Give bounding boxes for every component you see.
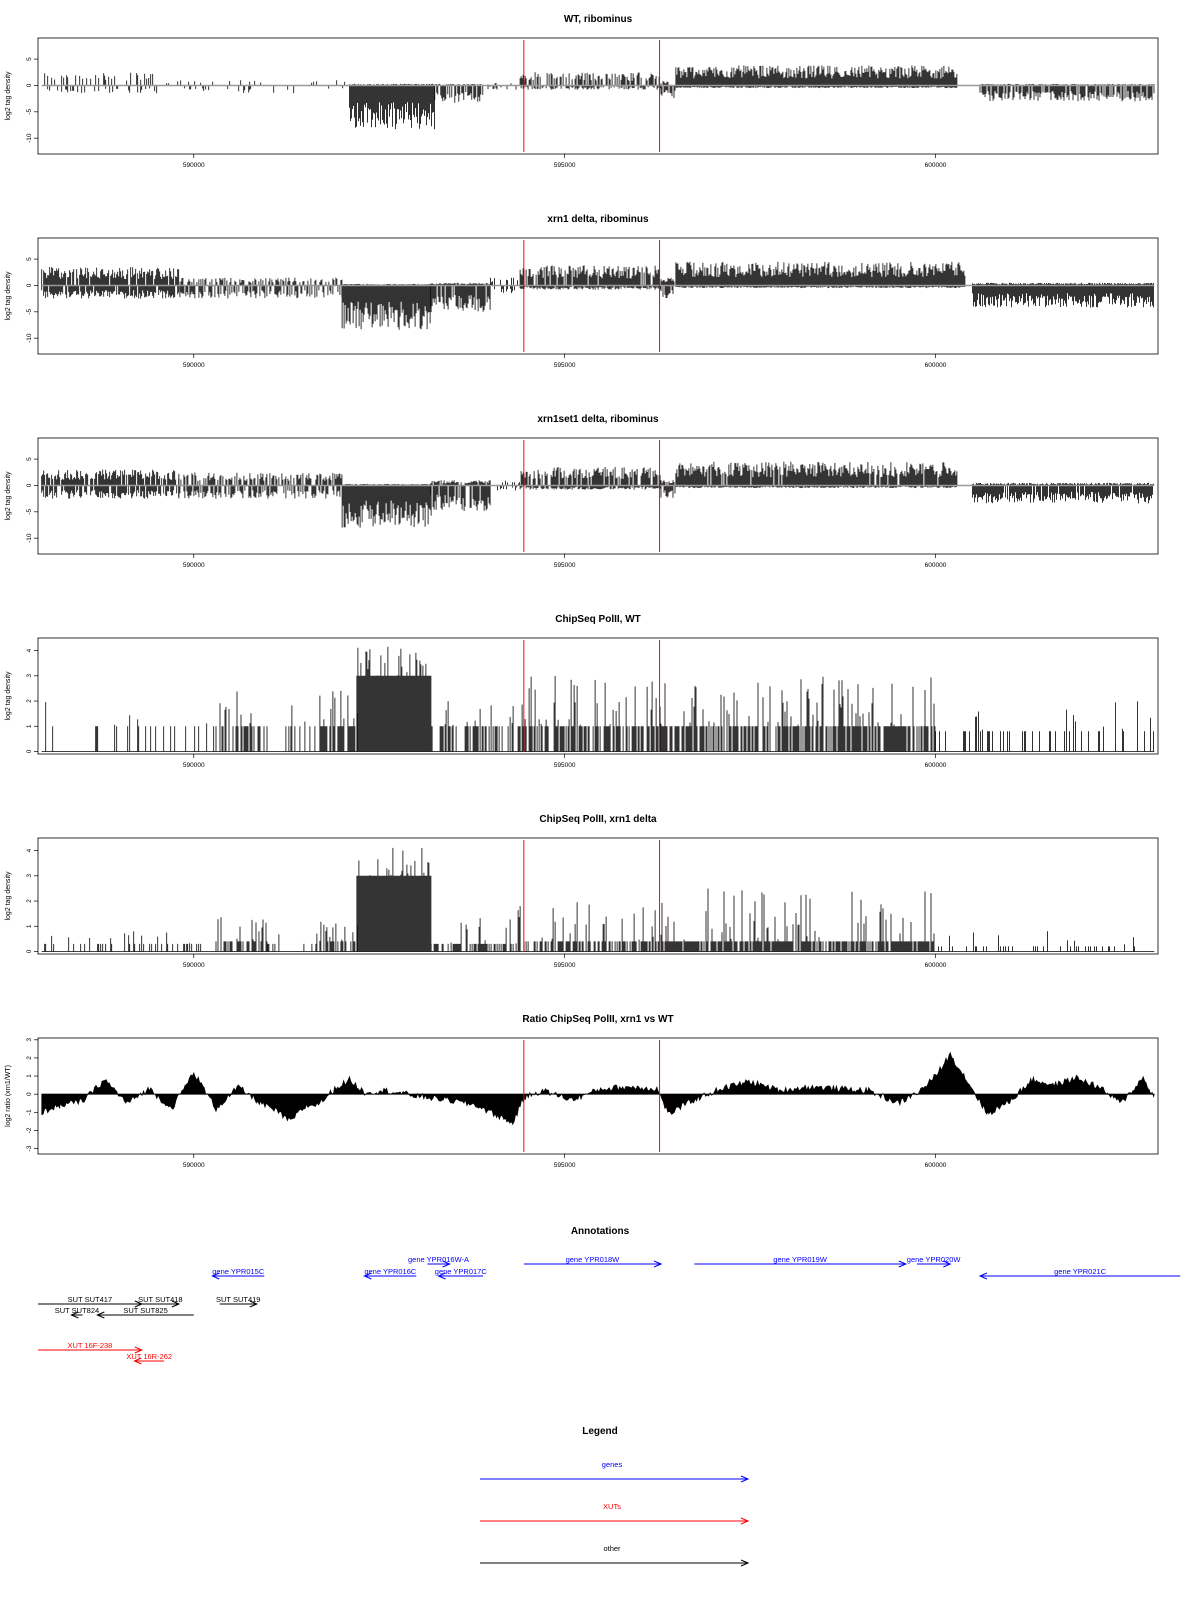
feature-label: gene YPR016W-A xyxy=(408,1255,470,1264)
bar-series xyxy=(520,467,660,490)
bar-series xyxy=(342,284,431,330)
x-tick-label: 600000 xyxy=(924,362,947,369)
bar-series xyxy=(661,677,935,752)
bar-series xyxy=(435,84,483,103)
y-axis-label: log2 tag density xyxy=(5,671,12,721)
bar-series xyxy=(488,83,516,90)
y-tick-label: 3 xyxy=(26,874,33,878)
plot-frame xyxy=(38,838,1158,954)
bar-series xyxy=(179,278,342,299)
y-tick-label: 2 xyxy=(26,1056,33,1060)
legend-label: genes xyxy=(601,1460,623,1469)
data-marks xyxy=(42,65,1155,129)
y-tick-label: -3 xyxy=(26,1145,33,1152)
x-tick-label: 600000 xyxy=(924,1162,947,1169)
x-tick-label: 590000 xyxy=(182,1162,205,1169)
x-tick-label: 590000 xyxy=(182,762,205,769)
data-marks xyxy=(42,848,1155,952)
bar-series xyxy=(661,889,934,952)
feature-label: gene YPR015C xyxy=(212,1267,265,1276)
y-tick-label: 2 xyxy=(26,899,33,903)
y-tick-label: 5 xyxy=(26,57,33,61)
feature-label: SUT SUT418 xyxy=(138,1295,183,1304)
feature-label: gene YPR017C xyxy=(434,1267,487,1276)
bar-series xyxy=(157,80,345,93)
x-tick-label: 595000 xyxy=(553,162,576,169)
feature-genes xyxy=(212,1267,265,1279)
y-tick-label: -5 xyxy=(26,308,33,315)
x-tick-label: 590000 xyxy=(182,962,205,969)
feature-label: gene YPR019W xyxy=(773,1255,827,1264)
bar-series xyxy=(661,81,675,98)
y-tick-label: 0 xyxy=(26,749,33,754)
y-tick-label: 0 xyxy=(26,949,33,954)
y-tick-label: 1 xyxy=(26,924,33,929)
y-axis-label: log2 tag density xyxy=(5,271,12,321)
legend-label: other xyxy=(603,1544,621,1553)
feature-label: SUT SUT419 xyxy=(216,1295,261,1304)
y-axis-label: log2 tag density xyxy=(5,871,12,921)
ratio-area xyxy=(42,1053,1155,1125)
feature-label: gene YPR021C xyxy=(1054,1267,1107,1276)
y-axis-label: log2 ratio (xrn1/WT) xyxy=(5,1065,12,1127)
bar-series xyxy=(350,84,435,129)
y-tick-label: 3 xyxy=(26,1038,33,1042)
legend-arrow xyxy=(480,1518,748,1524)
bar-series xyxy=(431,701,519,751)
y-tick-label: -10 xyxy=(26,133,33,143)
x-tick-label: 590000 xyxy=(182,562,205,569)
y-axis-label: log2 tag density xyxy=(5,71,12,121)
panel-title: xrn1 delta, ribominus xyxy=(547,214,649,225)
panel-2 xyxy=(5,214,1158,369)
y-tick-label: 0 xyxy=(26,83,33,88)
data-marks xyxy=(42,462,1155,528)
y-axis-label: log2 tag density xyxy=(5,471,12,521)
bar-series xyxy=(676,462,957,488)
y-tick-label: 5 xyxy=(26,457,33,461)
x-tick-label: 595000 xyxy=(553,762,576,769)
bar-series xyxy=(676,65,957,88)
feature-genes xyxy=(524,1255,661,1267)
y-tick-label: -10 xyxy=(26,333,33,343)
y-tick-label: 0 xyxy=(26,283,33,288)
bar-series xyxy=(320,691,357,752)
feature-other xyxy=(216,1295,260,1307)
x-tick-label: 600000 xyxy=(924,162,947,169)
bar-series xyxy=(973,283,1154,308)
panel-title: xrn1set1 delta, ribominus xyxy=(537,414,659,425)
bar-series xyxy=(936,701,1154,751)
feature-genes xyxy=(408,1255,469,1267)
x-tick-label: 595000 xyxy=(553,362,576,369)
bar-series xyxy=(661,480,675,497)
feature-genes xyxy=(694,1255,905,1267)
feature-label: SUT SUT825 xyxy=(123,1306,168,1315)
x-tick-label: 595000 xyxy=(553,562,576,569)
bar-series xyxy=(980,84,1154,101)
bar-series xyxy=(342,484,431,528)
feature-genes xyxy=(435,1267,488,1279)
feature-genes xyxy=(364,1267,417,1279)
feature-label: gene YPR016C xyxy=(364,1267,417,1276)
legend-title: Legend xyxy=(582,1426,618,1437)
y-tick-label: 3 xyxy=(26,674,33,678)
y-tick-label: 1 xyxy=(26,1074,33,1078)
panel-title: ChipSeq PolII, WT xyxy=(555,614,641,625)
panel-5 xyxy=(5,814,1158,969)
annotations-title: Annotations xyxy=(570,1226,630,1237)
panel-1 xyxy=(5,14,1158,169)
bar-series xyxy=(520,676,660,751)
panel-title: Ratio ChipSeq PolII, xrn1 vs WT xyxy=(522,1014,674,1025)
feature-XUTs xyxy=(126,1352,172,1364)
feature-label: gene YPR020W xyxy=(906,1255,961,1264)
bar-series xyxy=(676,262,965,288)
legend-panel xyxy=(480,1426,748,1566)
bar-series xyxy=(939,931,1135,951)
bar-series xyxy=(268,934,317,952)
y-tick-label: -1 xyxy=(26,1109,33,1116)
y-tick-label: 0 xyxy=(26,1092,33,1096)
data-marks xyxy=(42,1053,1155,1125)
data-marks xyxy=(42,647,1155,752)
panel-6 xyxy=(5,1014,1158,1169)
bar-series xyxy=(45,73,155,93)
feature-genes xyxy=(980,1267,1180,1279)
bar-series xyxy=(286,705,315,751)
bar-series xyxy=(46,702,214,751)
bar-series xyxy=(357,848,431,952)
bar-series xyxy=(520,902,659,951)
y-tick-label: -5 xyxy=(26,508,33,515)
feature-label: XUT 16F-238 xyxy=(67,1341,113,1350)
legend-arrow xyxy=(480,1560,748,1566)
x-tick-label: 600000 xyxy=(924,762,947,769)
panel-3 xyxy=(5,414,1158,569)
bar-series xyxy=(45,931,201,951)
feature-label: XUT 16R-262 xyxy=(126,1352,173,1361)
legend-label: XUTs xyxy=(603,1502,621,1511)
y-tick-label: 4 xyxy=(26,648,33,653)
bar-series xyxy=(431,283,490,312)
x-tick-label: 600000 xyxy=(924,562,947,569)
panel-4 xyxy=(5,614,1158,769)
y-tick-label: -10 xyxy=(26,533,33,543)
feature-label: gene YPR018W xyxy=(565,1255,620,1264)
y-tick-label: 4 xyxy=(26,848,33,853)
y-tick-label: 1 xyxy=(26,724,33,729)
y-tick-label: 2 xyxy=(26,699,33,703)
x-tick-label: 595000 xyxy=(553,1162,576,1169)
bar-series xyxy=(42,470,179,499)
bar-series xyxy=(320,922,357,952)
x-tick-label: 590000 xyxy=(182,362,205,369)
bar-series xyxy=(216,917,267,951)
annotations-panel xyxy=(38,1226,1180,1364)
data-marks xyxy=(42,262,1155,330)
feature-other xyxy=(55,1306,99,1318)
feature-genes xyxy=(907,1255,962,1267)
y-tick-label: 0 xyxy=(26,483,33,488)
y-tick-label: -5 xyxy=(26,108,33,115)
y-tick-label: -2 xyxy=(26,1127,33,1134)
bar-series xyxy=(42,267,179,299)
feature-label: SUT SUT824 xyxy=(54,1306,100,1315)
bar-series xyxy=(357,647,431,752)
x-tick-label: 600000 xyxy=(924,962,947,969)
bar-series xyxy=(431,910,519,951)
panel-title: ChipSeq PolII, xrn1 delta xyxy=(539,814,657,825)
bar-series xyxy=(216,692,267,752)
y-tick-label: 5 xyxy=(26,257,33,261)
bar-series xyxy=(661,278,674,298)
x-tick-label: 595000 xyxy=(553,962,576,969)
feature-label: SUT SUT417 xyxy=(67,1295,113,1304)
legend-arrow xyxy=(480,1476,748,1482)
feature-other xyxy=(97,1306,193,1318)
x-tick-label: 590000 xyxy=(182,162,205,169)
panel-title: WT, ribominus xyxy=(563,14,633,25)
bar-series xyxy=(520,72,660,89)
